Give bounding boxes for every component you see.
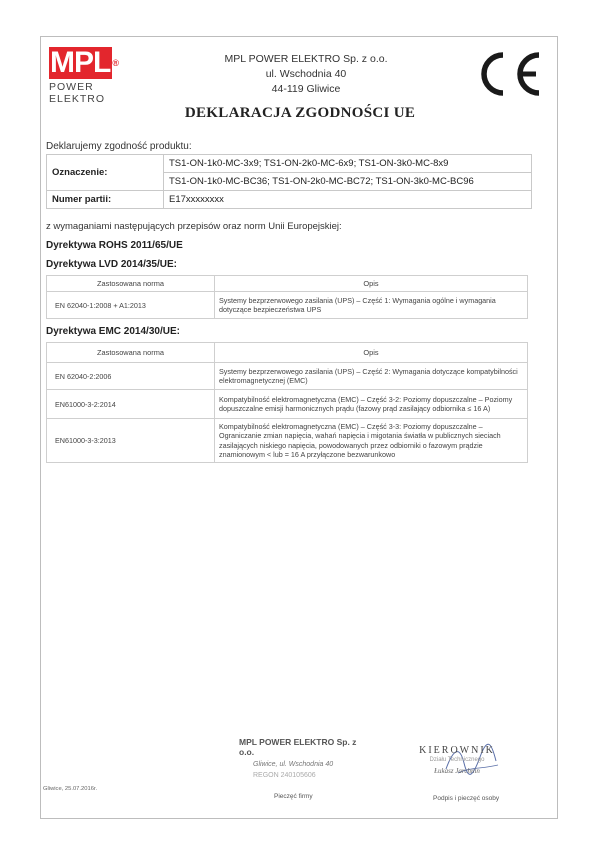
col-norm-header: Zastosowana norma: [47, 343, 215, 363]
logo-mark: MPL ®: [50, 46, 118, 79]
stamp-regon: REGON 240105606: [253, 772, 316, 779]
batch-value: E17xxxxxxxx: [164, 191, 532, 209]
issue-date: Gliwice, 25.07.2016r.: [43, 786, 98, 792]
product-table: [46, 154, 532, 209]
page-title: DEKLARACJA ZGODNOŚCI UE: [184, 105, 416, 121]
table-row: [47, 419, 528, 463]
col-desc-header: Opis: [215, 276, 528, 292]
manager-name: Łukasz Jarchnin: [434, 767, 480, 775]
table-row: [47, 363, 528, 390]
stamp-address: Gliwice, ul. Wschodnia 40: [253, 761, 334, 768]
logo-subtitle: POWER ELEKTRO: [49, 81, 106, 105]
lvd-table: [46, 275, 528, 319]
designation-line-2: TS1-ON-1k0-MC-BC36; TS1-ON-2k0-MC-BC72; TS1-ON-3k0-MC-BC96: [164, 173, 532, 191]
col-norm-header: Zastosowana norma: [47, 276, 215, 292]
rohs-directive: Dyrektywa ROHS 2011/65/UE: [46, 240, 183, 251]
table-row: [47, 390, 528, 419]
norm-cell: EN 62040-2:2006: [47, 363, 215, 390]
requirements-text: z wymaganiami następujących przepisów oraz norm Unii Europejskiej:: [46, 221, 342, 232]
batch-label: Numer partii:: [47, 191, 164, 209]
ce-mark-icon: [473, 49, 543, 99]
norm-cell: EN 62040-1:2008 + A1:2013: [47, 292, 215, 319]
company-stamp: [231, 737, 361, 779]
table-row: [47, 191, 532, 209]
norm-cell: EN61000-3-2:2014: [47, 390, 215, 419]
table-row: [47, 155, 532, 173]
declaration-page: [40, 36, 558, 819]
company-street: ul. Wschodnia 40: [265, 68, 347, 80]
company-stamp-label: Pieczęć firmy: [274, 793, 313, 800]
signature-label: Podpis i pieczęć osoby: [433, 795, 500, 802]
emc-directive-title: Dyrektywa EMC 2014/30/UE:: [46, 326, 180, 337]
stamp-company-name: MPL POWER ELEKTRO Sp. z o.o.: [239, 737, 357, 757]
manager-department: Działu Technicznego: [429, 757, 485, 763]
company-logo: [49, 47, 149, 103]
designation-line-1: TS1-ON-1k0-MC-3x9; TS1-ON-2k0-MC-6x9; TS1-ON-3k0-MC-8x9: [164, 155, 532, 173]
company-city: 44-119 Gliwice: [271, 83, 341, 95]
desc-cell: Kompatybilność elektromagnetyczna (EMC) – Część 3-2: Poziomy dopuszczalne – Poziomy dopuszczalne emisji harmonicznych prądu (fazowy prąd zasilający odbiornika ≤ 16 A): [215, 390, 528, 419]
col-desc-header: Opis: [215, 343, 528, 363]
emc-table: [46, 342, 528, 463]
desc-cell: Systemy bezprzerwowego zasilania (UPS) – Część 2: Wymagania dotyczące kompatybilności elektromagnetycznej (EMC): [215, 363, 528, 390]
norm-cell: EN61000-3-3:2013: [47, 419, 215, 463]
company-address: [221, 52, 391, 97]
desc-cell: Systemy bezprzerwowego zasilania (UPS) – Część 1: Wymagania ogólne i wymagania dotyczące bezpieczeństwa UPS: [215, 292, 528, 319]
table-header-row: [47, 276, 528, 292]
manager-stamp: [397, 745, 517, 775]
company-name: MPL POWER ELEKTRO Sp. z o.o.: [224, 53, 388, 65]
lvd-directive-title: Dyrektywa LVD 2014/35/UE:: [46, 259, 177, 270]
table-header-row: [47, 343, 528, 363]
declare-text: Deklarujemy zgodność produktu:: [46, 141, 192, 152]
manager-title: KIEROWNIK: [419, 745, 495, 756]
desc-cell: Kompatybilność elektromagnetyczna (EMC) – Część 3-3: Poziomy dopuszczalne – Ograniczanie zmian napięcia, wahań napięcia i migotania światła w publicznych sieciach zasilających niskiego napięcia, powodowanych przez odbiorniki o fazowym prądzie znamionowym < lub = 16 A przyłączone bezwarunkowo: [215, 419, 528, 463]
table-row: [47, 292, 528, 319]
designation-label: Oznaczenie:: [47, 155, 164, 191]
